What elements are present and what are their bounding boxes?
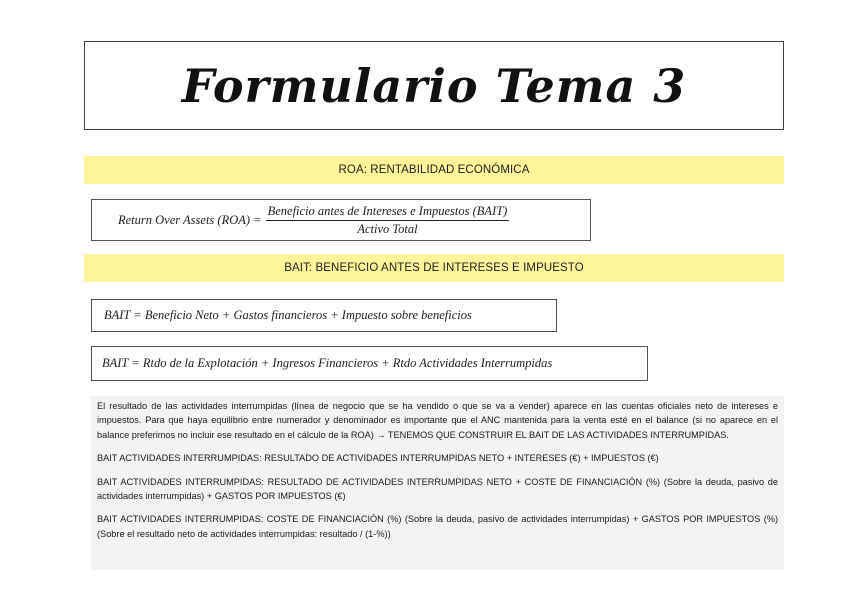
- page-title: Formulario Tema 3: [181, 58, 687, 113]
- notes-panel: [91, 396, 784, 570]
- bait-formula-2-text: BAIT = Rtdo de la Explotación + Ingresos Financieros + Rtdo Actividades Interrumpidas: [102, 356, 553, 370]
- title-box: [84, 41, 784, 130]
- note-paragraph: El resultado de las actividades interrumpidas (línea de negocio que se ha vendido o que se va a vender) aparece en las cuentas oficiales neto de intereses e impuestos. Para que haya equilibrio entre numerador y denominador es importante que el ANC mantenida para la venta esté en el balance (si no aparece en el balance preferimos no incluir ese resultado en el cálculo de la ROA) → TENEMOS QUE CONSTRUIR EL BAIT DE LAS ACTIVIDADES INTERRUMPIDAS.: [97, 401, 778, 440]
- note-paragraph: BAIT ACTIVIDADES INTERRUMPIDAS: COSTE DE FINANCIACIÓN (%) (Sobre la deuda, pasivo de actividades interrumpidas) + GASTOS POR IMPUESTOS (%) (Sobre el resultado neto de actividades interrumpidas: resultado / (1-%)): [97, 514, 778, 539]
- bait-formula-1-text: BAIT = Beneficio Neto + Gastos financieros + Impuesto sobre beneficios: [104, 308, 472, 322]
- roa-numerator: Beneficio antes de Intereses e Impuestos (BAIT): [266, 204, 510, 221]
- roa-section-banner: ROA: RENTABILIDAD ECONÓMICA: [84, 156, 784, 184]
- note-paragraph: BAIT ACTIVIDADES INTERRUMPIDAS: RESULTADO DE ACTIVIDADES INTERRUMPIDAS NETO + INTERESES (€) + IMPUESTOS (€): [97, 453, 659, 464]
- roa-formula-lhs: Return Over Assets (ROA) =: [118, 212, 262, 227]
- roa-denominator: Activo Total: [357, 221, 418, 236]
- bait-section-banner: BAIT: BENEFICIO ANTES DE INTERESES E IMPUESTO: [84, 254, 784, 282]
- roa-fraction: [266, 204, 510, 237]
- note-paragraph: BAIT ACTIVIDADES INTERRUMPIDAS: RESULTADO DE ACTIVIDADES INTERRUMPIDAS NETO + COSTE DE FINANCIACIÓN (%) (Sobre la deuda, pasivo de actividades interrumpidas) + GASTOS POR IMPUESTOS (€): [97, 476, 778, 502]
- roa-formula: [91, 199, 591, 241]
- bait-formula-2: [91, 346, 648, 381]
- bait-formula-1: [91, 299, 557, 332]
